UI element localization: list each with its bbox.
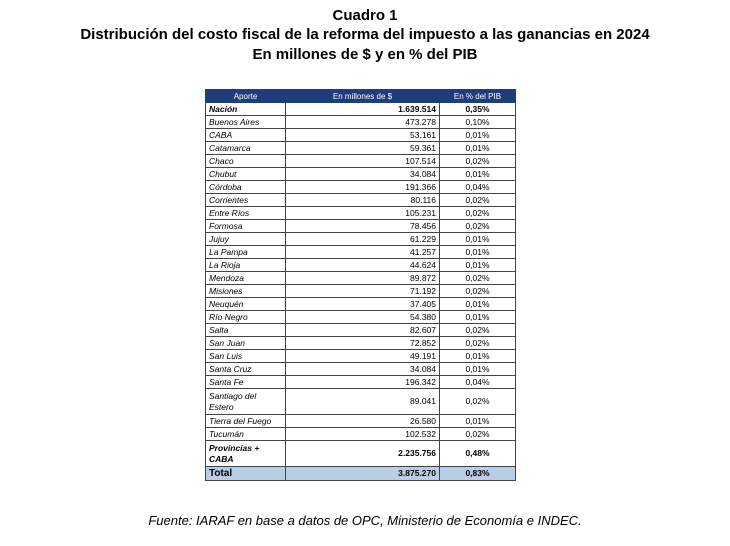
cell-pib: 0,02% xyxy=(440,428,516,441)
cell-aporte: Chubut xyxy=(206,168,286,181)
cell-millones: 80.116 xyxy=(286,194,440,207)
cell-pib: 0,01% xyxy=(440,259,516,272)
cell-millones: 196.342 xyxy=(286,376,440,389)
table-row xyxy=(206,428,516,441)
table-row xyxy=(206,376,516,389)
cell-pib: 0,01% xyxy=(440,246,516,259)
caption-title: Distribución del costo fiscal de la reforma del impuesto a las ganancias en 2024 xyxy=(80,26,650,43)
cell-aporte: Santiago del Estero xyxy=(206,389,286,415)
cell-pib: 0,02% xyxy=(440,324,516,337)
cell-millones: 105.231 xyxy=(286,207,440,220)
fiscal-cost-table xyxy=(205,89,516,481)
table-row xyxy=(206,298,516,311)
cell-pib: 0,48% xyxy=(440,441,516,467)
table-row xyxy=(206,246,516,259)
cell-aporte: Buenos Aires xyxy=(206,116,286,129)
cell-millones: 78.456 xyxy=(286,220,440,233)
cell-aporte: Total xyxy=(206,467,286,481)
cell-aporte: Nación xyxy=(206,103,286,116)
table-row xyxy=(206,441,516,467)
cell-millones: 61.229 xyxy=(286,233,440,246)
cell-aporte: Corrientes xyxy=(206,194,286,207)
cell-pib: 0,01% xyxy=(440,415,516,428)
table-row xyxy=(206,324,516,337)
cell-millones: 44.624 xyxy=(286,259,440,272)
table-row xyxy=(206,181,516,194)
table-row xyxy=(206,155,516,168)
cell-millones: 49.191 xyxy=(286,350,440,363)
cell-pib: 0,04% xyxy=(440,181,516,194)
cell-millones: 34.084 xyxy=(286,168,440,181)
cell-pib: 0,02% xyxy=(440,337,516,350)
cell-millones: 473.278 xyxy=(286,116,440,129)
cell-pib: 0,02% xyxy=(440,194,516,207)
cell-millones: 37.405 xyxy=(286,298,440,311)
cell-pib: 0,01% xyxy=(440,350,516,363)
cell-aporte: Provincias + CABA xyxy=(206,441,286,467)
cell-pib: 0,02% xyxy=(440,155,516,168)
cell-aporte: La Rioja xyxy=(206,259,286,272)
table-row xyxy=(206,350,516,363)
cell-pib: 0,01% xyxy=(440,311,516,324)
table-caption xyxy=(0,6,730,65)
cell-pib: 0,01% xyxy=(440,233,516,246)
cell-pib: 0,01% xyxy=(440,298,516,311)
cell-aporte: Entre Ríos xyxy=(206,207,286,220)
cell-pib: 0,10% xyxy=(440,116,516,129)
table-row xyxy=(206,415,516,428)
cell-aporte: Neuquén xyxy=(206,298,286,311)
cell-pib: 0,02% xyxy=(440,389,516,415)
cell-millones: 82.607 xyxy=(286,324,440,337)
cell-aporte: Tucumán xyxy=(206,428,286,441)
table-row xyxy=(206,207,516,220)
cell-aporte: Salta xyxy=(206,324,286,337)
cell-millones: 34.084 xyxy=(286,363,440,376)
cell-aporte: Santa Fe xyxy=(206,376,286,389)
cell-millones: 53.161 xyxy=(286,129,440,142)
column-header-millones: En millones de $ xyxy=(286,90,440,103)
cell-aporte: Jujuy xyxy=(206,233,286,246)
cell-millones: 2.235.756 xyxy=(286,441,440,467)
table-row xyxy=(206,116,516,129)
cell-pib: 0,01% xyxy=(440,142,516,155)
table-row xyxy=(206,467,516,481)
cell-pib: 0,01% xyxy=(440,363,516,376)
table-row xyxy=(206,311,516,324)
cell-aporte: Córdoba xyxy=(206,181,286,194)
table-row xyxy=(206,363,516,376)
cell-millones: 41.257 xyxy=(286,246,440,259)
table-row xyxy=(206,389,516,415)
cell-aporte: Río Negro xyxy=(206,311,286,324)
table-row xyxy=(206,285,516,298)
source-note: Fuente: IARAF en base a datos de OPC, Ministerio de Economía e INDEC. xyxy=(148,513,582,528)
cell-pib: 0,02% xyxy=(440,207,516,220)
table-header-row xyxy=(206,90,516,103)
cell-pib: 0,02% xyxy=(440,285,516,298)
cell-millones: 71.192 xyxy=(286,285,440,298)
cell-pib: 0,02% xyxy=(440,220,516,233)
cell-millones: 89.041 xyxy=(286,389,440,415)
cell-aporte: Catamarca xyxy=(206,142,286,155)
cell-aporte: Formosa xyxy=(206,220,286,233)
cell-aporte: San Juan xyxy=(206,337,286,350)
table-row xyxy=(206,168,516,181)
cell-millones: 1.639.514 xyxy=(286,103,440,116)
table-row xyxy=(206,103,516,116)
caption-number: Cuadro 1 xyxy=(332,7,398,24)
cell-aporte: Chaco xyxy=(206,155,286,168)
cell-aporte: Tierra del Fuego xyxy=(206,415,286,428)
cell-aporte: Misiones xyxy=(206,285,286,298)
table-row xyxy=(206,220,516,233)
cell-aporte: La Pampa xyxy=(206,246,286,259)
table-row xyxy=(206,194,516,207)
cell-pib: 0,83% xyxy=(440,467,516,481)
cell-pib: 0,01% xyxy=(440,168,516,181)
cell-millones: 54.380 xyxy=(286,311,440,324)
column-header-aporte: Aporte xyxy=(206,90,286,103)
cell-millones: 72.852 xyxy=(286,337,440,350)
cell-millones: 191.366 xyxy=(286,181,440,194)
cell-aporte: Mendoza xyxy=(206,272,286,285)
cell-aporte: San Luis xyxy=(206,350,286,363)
table-row xyxy=(206,259,516,272)
cell-millones: 26.580 xyxy=(286,415,440,428)
caption-units: En millones de $ y en % del PIB xyxy=(252,46,478,63)
cell-millones: 89.872 xyxy=(286,272,440,285)
table-row xyxy=(206,129,516,142)
table-row xyxy=(206,142,516,155)
cell-millones: 3.875.270 xyxy=(286,467,440,481)
cell-millones: 102.532 xyxy=(286,428,440,441)
table-row xyxy=(206,337,516,350)
cell-millones: 107.514 xyxy=(286,155,440,168)
cell-aporte: Santa Cruz xyxy=(206,363,286,376)
cell-millones: 59.361 xyxy=(286,142,440,155)
cell-pib: 0,02% xyxy=(440,272,516,285)
table-row xyxy=(206,272,516,285)
cell-pib: 0,04% xyxy=(440,376,516,389)
column-header-pib: En % del PIB xyxy=(440,90,516,103)
table-row xyxy=(206,233,516,246)
cell-aporte: CABA xyxy=(206,129,286,142)
cell-pib: 0,01% xyxy=(440,129,516,142)
cell-pib: 0,35% xyxy=(440,103,516,116)
